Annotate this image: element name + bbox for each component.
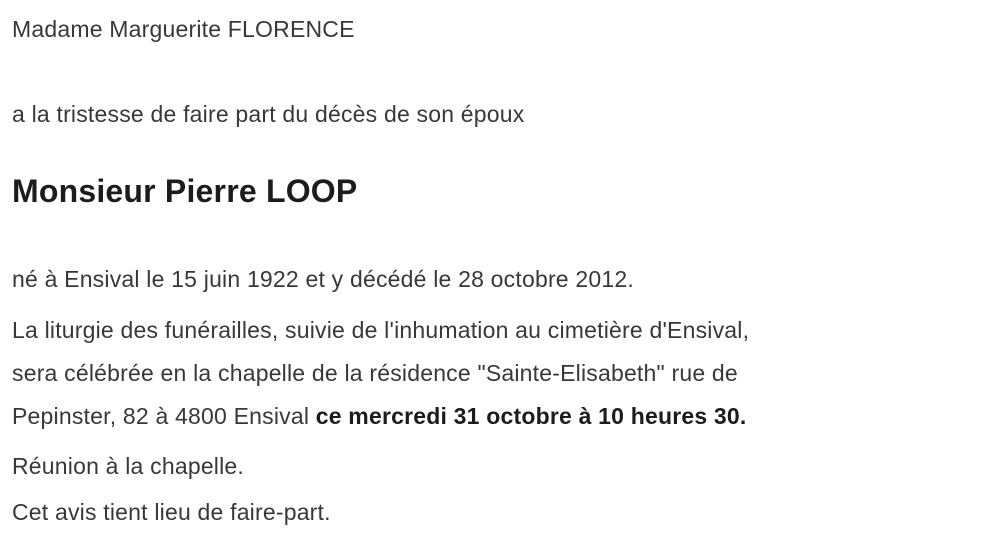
ceremony-line-1: La liturgie des funérailles, suivie de l'inhumation au cimetière d'Ensival, xyxy=(12,317,750,343)
ceremony-line-3 xyxy=(12,395,970,438)
ceremony-paragraph xyxy=(12,309,970,438)
announcement-line: a la tristesse de faire part du décès de son époux xyxy=(12,101,525,127)
deceased-name: Monsieur Pierre LOOP xyxy=(12,173,358,209)
meeting-line: Réunion à la chapelle. xyxy=(12,453,245,479)
closing-line: Cet avis tient lieu de faire-part. xyxy=(12,499,331,525)
ceremony-line-3-text: Pepinster, 82 à 4800 Ensival xyxy=(12,403,316,429)
ceremony-line-2: sera célébrée en la chapelle de la résidence "Sainte-Elisabeth" rue de xyxy=(12,360,738,386)
ceremony-datetime: ce mercredi 31 octobre à 10 heures 30. xyxy=(315,403,747,429)
birth-death-line: né à Ensival le 15 juin 1922 et y décédé le 28 octobre 2012. xyxy=(12,266,634,292)
widow-name: Madame Marguerite FLORENCE xyxy=(12,16,355,42)
